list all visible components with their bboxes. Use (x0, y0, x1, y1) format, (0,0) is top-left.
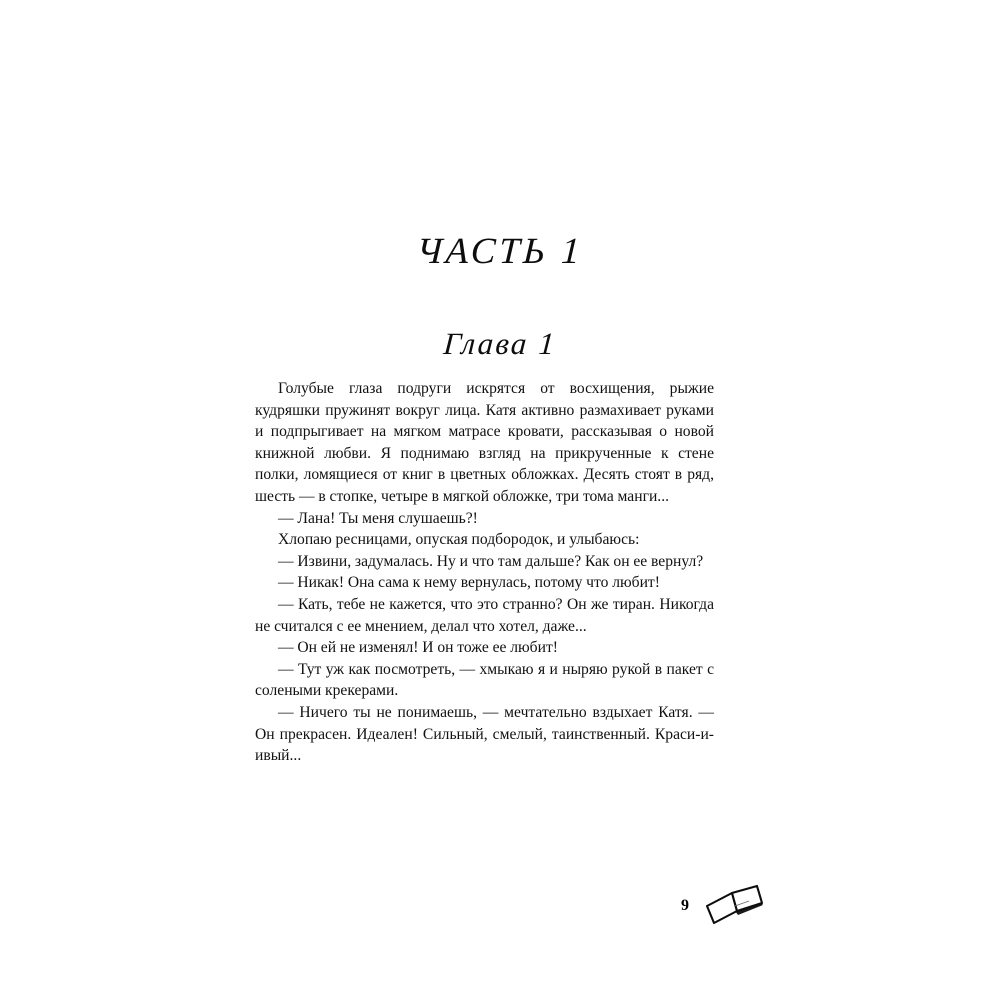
paragraph: — Ничего ты не понимаешь, — мечтательно вздыхает Катя. — Он прекрасен. Идеален! Сильный, смелый, таинственный. Краси-и-ивый... (255, 703, 714, 765)
paragraph: — Лана! Ты меня слушаешь?! (278, 509, 478, 527)
part-title: ЧАСТЬ 1 (415, 231, 585, 272)
body-text-block (255, 378, 714, 767)
open-book-icon (705, 884, 769, 932)
paragraph: Хлопаю ресницами, опуская подбородок, и улыбаюсь: (278, 531, 640, 549)
paragraph: — Извини, задумалась. Ну и что там дальше? Как он ее вернул? (278, 552, 704, 570)
paragraph: — Тут уж как посмотреть, — хмыкаю я и ныряю рукой в пакет с солеными крекерами. (255, 660, 714, 700)
paragraph: — Никак! Она сама к нему вернулась, потому что любит! (278, 574, 660, 592)
chapter-title: Глава 1 (442, 326, 558, 361)
paragraph: — Он ей не изменял! И он тоже ее любит! (278, 639, 558, 657)
paragraph: Голубые глаза подруги искрятся от восхищения, рыжие кудряшки пружинят вокруг лица. Катя активно размахивает руками и подпрыгивает на мягком матрасе кровати, рассказывая о новой книжной любви. Я поднимаю взгляд на прикрученные к стене полки, ломящиеся от книг в цветных обложках. Десять стоят в ряд, шесть — в стопке, четыре в мягкой обложке, три тома манги... (255, 380, 714, 505)
paragraph: — Кать, тебе не кажется, что это странно? Он же тиран. Никогда не считался с ее мнением, делал что хотел, даже... (255, 595, 714, 635)
folio (681, 896, 771, 932)
page-number: 9 (681, 897, 689, 914)
